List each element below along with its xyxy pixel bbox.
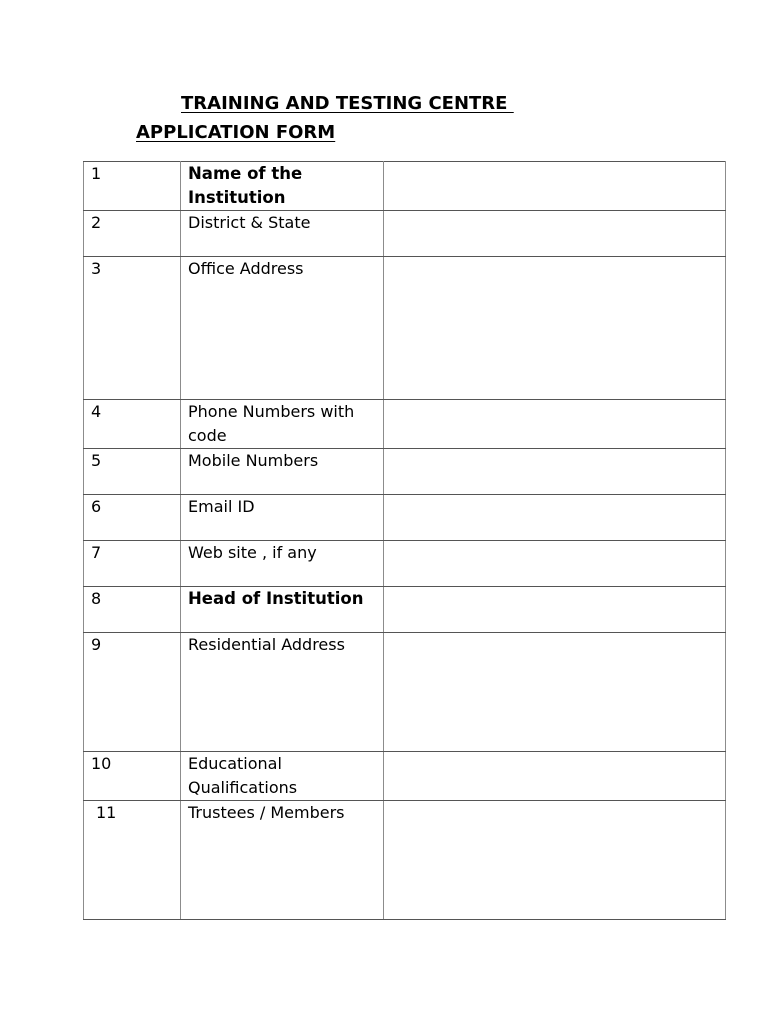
form-body: [84, 162, 726, 920]
form-row-11: [84, 801, 726, 920]
row-number: 8: [84, 587, 181, 633]
row-number: 3: [84, 257, 181, 400]
row-number: 9: [84, 633, 181, 752]
row-number: 7: [84, 541, 181, 587]
row-label: Email ID: [181, 495, 384, 541]
phone-numbers-field[interactable]: [384, 400, 726, 449]
row-label: Name of the Institution: [181, 162, 384, 211]
form-row-1: [84, 162, 726, 211]
row-label: Head of Institution: [181, 587, 384, 633]
row-number: 2: [84, 211, 181, 257]
form-title: TRAINING AND TESTING CENTRE: [181, 93, 514, 114]
district-state-field[interactable]: [384, 211, 726, 257]
row-label: Web site , if any: [181, 541, 384, 587]
form-row-3: [84, 257, 726, 400]
mobile-numbers-field[interactable]: [384, 449, 726, 495]
row-number: 1: [84, 162, 181, 211]
form-row-7: [84, 541, 726, 587]
row-label: Educational Qualifications: [181, 752, 384, 801]
row-label: Mobile Numbers: [181, 449, 384, 495]
form-row-4: [84, 400, 726, 449]
row-number: 6: [84, 495, 181, 541]
row-number: 10: [84, 752, 181, 801]
trustees-members-field[interactable]: [384, 801, 726, 920]
row-number: 11: [84, 801, 181, 920]
email-id-field[interactable]: [384, 495, 726, 541]
form-row-5: [84, 449, 726, 495]
row-label: Residential Address: [181, 633, 384, 752]
form-row-8: [84, 587, 726, 633]
educational-qualifications-field[interactable]: [384, 752, 726, 801]
row-label: District & State: [181, 211, 384, 257]
form-row-6: [84, 495, 726, 541]
row-number: 5: [84, 449, 181, 495]
row-number: 4: [84, 400, 181, 449]
application-form-table: [83, 161, 726, 920]
residential-address-field[interactable]: [384, 633, 726, 752]
head-of-institution-field[interactable]: [384, 587, 726, 633]
office-address-field[interactable]: [384, 257, 726, 400]
institution-name-field[interactable]: [384, 162, 726, 211]
form-row-10: [84, 752, 726, 801]
form-row-2: [84, 211, 726, 257]
row-label: Trustees / Members: [181, 801, 384, 920]
form-subtitle: APPLICATION FORM: [136, 122, 336, 143]
website-field[interactable]: [384, 541, 726, 587]
row-label: Phone Numbers with code: [181, 400, 384, 449]
form-row-9: [84, 633, 726, 752]
row-label: Office Address: [181, 257, 384, 400]
